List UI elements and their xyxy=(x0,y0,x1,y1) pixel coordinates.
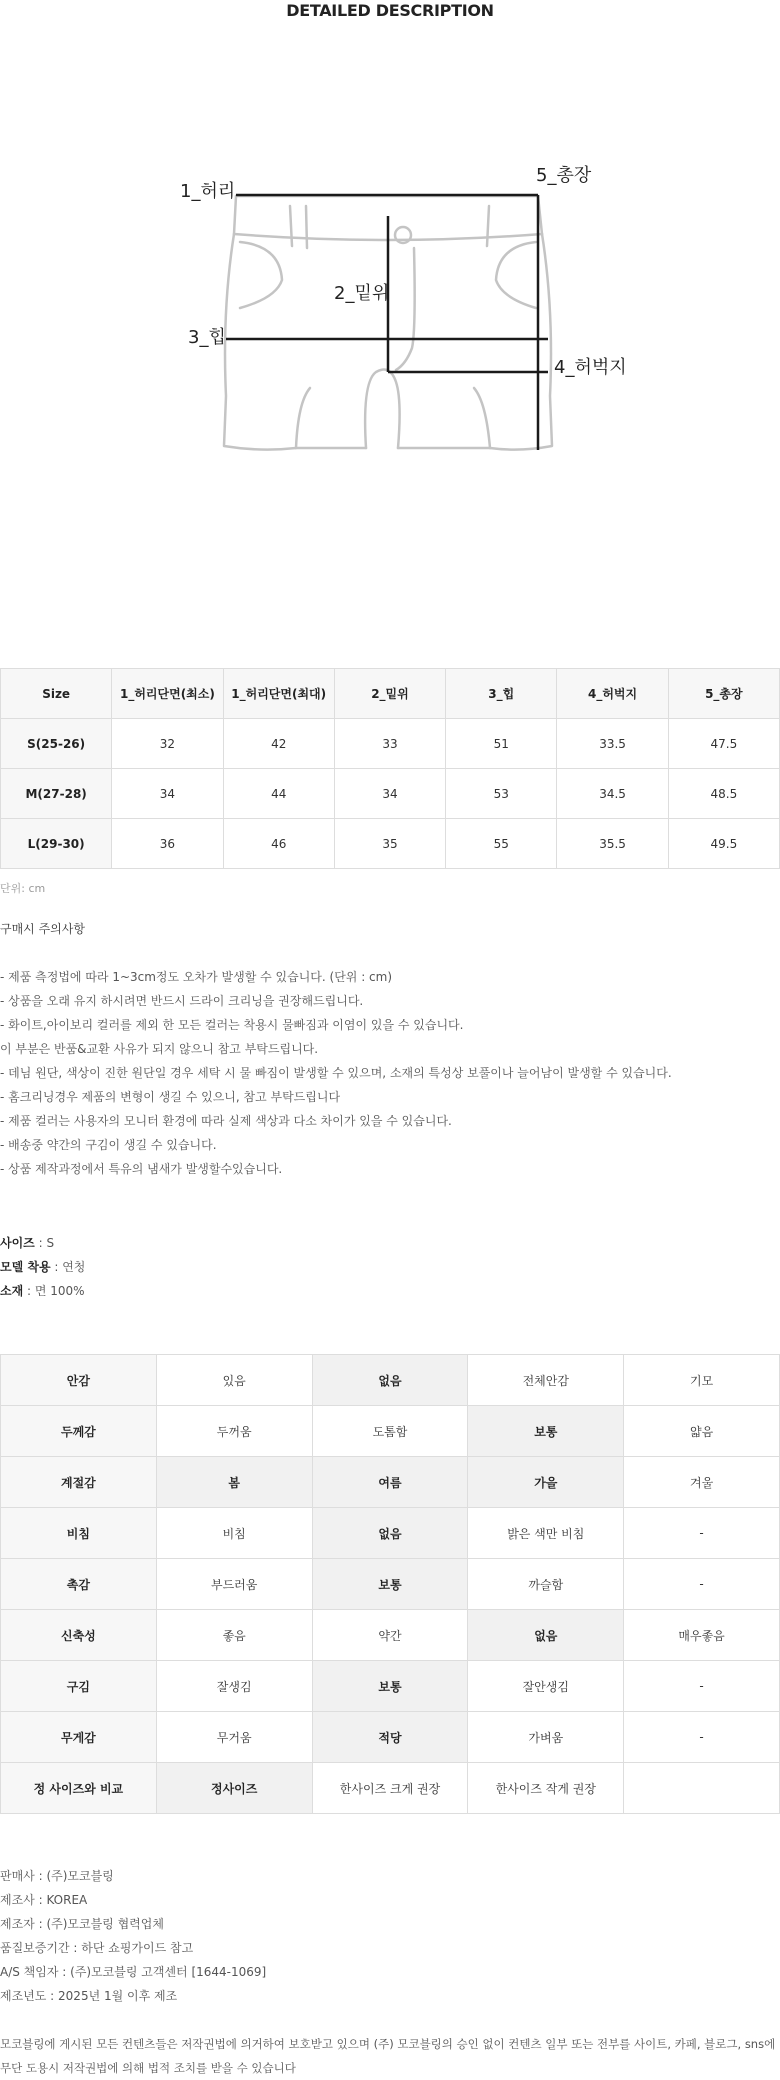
size-table-cell: 46 xyxy=(223,819,334,869)
caution-line: 이 부분은 반품&교환 사유가 되지 않으니 참고 부탁드립니다. xyxy=(0,1042,319,1056)
fabric-feel-row xyxy=(1,1559,780,1610)
fabric-feel-option: 겨울 xyxy=(624,1457,780,1508)
model-info-label: 모델 착용 xyxy=(0,1260,51,1274)
size-table-cell: 32 xyxy=(112,719,223,769)
fabric-feel-attribute: 정 사이즈와 비교 xyxy=(1,1763,157,1814)
fabric-feel-row xyxy=(1,1763,780,1814)
shorts-outline-illustration xyxy=(0,150,780,470)
fabric-feel-option: 봄 xyxy=(156,1457,312,1508)
fabric-feel-table xyxy=(0,1354,780,1814)
caution-line: - 데님 원단, 색상이 진한 원단일 경우 세탁 시 물 빠짐이 발생할 수 있으며, 소재의 특성상 보풀이나 늘어남이 발생할 수 있습니다. xyxy=(0,1066,672,1080)
size-table-cell: 33.5 xyxy=(557,719,668,769)
size-table-cell: 55 xyxy=(446,819,557,869)
fabric-feel-option: 여름 xyxy=(312,1457,468,1508)
fabric-feel-attribute: 두께감 xyxy=(1,1406,157,1457)
hip-label: 3_힙 xyxy=(188,327,226,348)
fabric-feel-option xyxy=(624,1763,780,1814)
fabric-feel-option: - xyxy=(624,1559,780,1610)
fabric-feel-attribute: 신축성 xyxy=(1,1610,157,1661)
copyright-line: 모코블링에 게시된 모든 컨텐츠들은 저작권법에 의거하여 보호받고 있으며 (주) 모코블링의 승인 없이 컨텐츠 일부 또는 전부를 사이트, 카페, 블로그, sns에 xyxy=(0,2037,776,2051)
model-info-label: 소재 xyxy=(0,1284,24,1298)
model-info-value: : 연청 xyxy=(50,1260,86,1274)
size-table-row xyxy=(1,719,780,769)
fabric-feel-row xyxy=(1,1457,780,1508)
fabric-feel-row xyxy=(1,1355,780,1406)
fabric-feel-row xyxy=(1,1610,780,1661)
fabric-feel-option: 잘안생김 xyxy=(468,1661,624,1712)
size-table-cell: S(25-26) xyxy=(1,719,112,769)
fabric-feel-option: 없음 xyxy=(312,1355,468,1406)
model-info-material xyxy=(0,1283,85,1299)
fabric-feel-option: 무거움 xyxy=(156,1712,312,1763)
size-table-cell: 35 xyxy=(334,819,445,869)
seller-info-line: A/S 책임자 : (주)모코블링 고객센터 [1644-1069] xyxy=(0,1965,267,1979)
size-table-header: 2_밑위 xyxy=(334,669,445,719)
rise-label: 2_밑위 xyxy=(334,283,390,304)
size-table-row xyxy=(1,769,780,819)
copyright-line: 무단 도용시 저작권법에 의해 법적 조치를 받을 수 있습니다 xyxy=(0,2061,296,2075)
fabric-feel-option: 정사이즈 xyxy=(156,1763,312,1814)
fabric-feel-row xyxy=(1,1712,780,1763)
size-table-cell: 48.5 xyxy=(668,769,779,819)
model-info-value: : 면 100% xyxy=(23,1284,85,1298)
fabric-feel-attribute: 구김 xyxy=(1,1661,157,1712)
size-table-cell: M(27-28) xyxy=(1,769,112,819)
shorts-size-diagram xyxy=(0,150,780,470)
fabric-feel-row xyxy=(1,1661,780,1712)
fabric-feel-option: 두꺼움 xyxy=(156,1406,312,1457)
fabric-feel-option: 밝은 색만 비침 xyxy=(468,1508,624,1559)
caution-title: 구매시 주의사항 xyxy=(0,922,85,936)
size-table-cell: 44 xyxy=(223,769,334,819)
size-table-cell: 51 xyxy=(446,719,557,769)
fabric-feel-option: 부드러움 xyxy=(156,1559,312,1610)
fabric-feel-option: 매우좋음 xyxy=(624,1610,780,1661)
fabric-feel-option: - xyxy=(624,1661,780,1712)
size-table-header: 5_총장 xyxy=(668,669,779,719)
fabric-feel-option: 까슬함 xyxy=(468,1559,624,1610)
size-table-cell: 53 xyxy=(446,769,557,819)
waist-label: 1_허리 xyxy=(180,181,236,202)
fabric-feel-option: 비침 xyxy=(156,1508,312,1559)
size-table-header: 1_허리단면(최소) xyxy=(112,669,223,719)
fabric-feel-option: 없음 xyxy=(312,1508,468,1559)
size-table-header: 4_허벅지 xyxy=(557,669,668,719)
fabric-feel-option: 좋음 xyxy=(156,1610,312,1661)
size-table-cell: 36 xyxy=(112,819,223,869)
fabric-feel-option: 가벼움 xyxy=(468,1712,624,1763)
size-table-cell: 34 xyxy=(112,769,223,819)
length-label: 5_총장 xyxy=(536,165,592,186)
size-table-row xyxy=(1,819,780,869)
size-table-cell: L(29-30) xyxy=(1,819,112,869)
model-info-label: 사이즈 xyxy=(0,1236,35,1250)
caution-line: - 화이트,아이보리 컬러를 제외 한 모든 컬러는 착용시 물빠짐과 이염이 있을 수 있습니다. xyxy=(0,1018,464,1032)
seller-info-line: 제조년도 : 2025년 1월 이후 제조 xyxy=(0,1989,178,2003)
fabric-feel-option: 가을 xyxy=(468,1457,624,1508)
page-heading: DETAILED DESCRIPTION xyxy=(286,1,494,20)
size-table-cell: 42 xyxy=(223,719,334,769)
fabric-feel-option: - xyxy=(624,1508,780,1559)
fabric-feel-option: 보통 xyxy=(312,1661,468,1712)
fabric-feel-attribute: 계절감 xyxy=(1,1457,157,1508)
fabric-feel-option: 보통 xyxy=(468,1406,624,1457)
caution-line: - 제품 측정법에 따라 1~3cm정도 오차가 발생할 수 있습니다. (단위 : cm) xyxy=(0,970,393,984)
size-table-cell: 35.5 xyxy=(557,819,668,869)
fabric-feel-option: 한사이즈 작게 권장 xyxy=(468,1763,624,1814)
caution-line: - 상품을 오래 유지 하시려면 반드시 드라이 크리닝을 권장해드립니다. xyxy=(0,994,364,1008)
fabric-feel-option: 보통 xyxy=(312,1559,468,1610)
fabric-feel-option: 도톰함 xyxy=(312,1406,468,1457)
size-table-header: 3_힙 xyxy=(446,669,557,719)
thigh-label: 4_허벅지 xyxy=(554,357,627,378)
fabric-feel-option: 있음 xyxy=(156,1355,312,1406)
fabric-feel-option: 기모 xyxy=(624,1355,780,1406)
size-table xyxy=(0,668,780,869)
fabric-feel-option: 잘생김 xyxy=(156,1661,312,1712)
fabric-feel-attribute: 촉감 xyxy=(1,1559,157,1610)
caution-line: - 상품 제작과정에서 특유의 냄새가 발생할수있습니다. xyxy=(0,1162,283,1176)
unit-note: 단위: cm xyxy=(0,882,46,895)
seller-info-line: 제조사 : KOREA xyxy=(0,1893,88,1907)
size-table-cell: 34.5 xyxy=(557,769,668,819)
size-table-header: 1_허리단면(최대) xyxy=(223,669,334,719)
fabric-feel-attribute: 안감 xyxy=(1,1355,157,1406)
model-info-color xyxy=(0,1259,85,1275)
fabric-feel-option: 없음 xyxy=(468,1610,624,1661)
fabric-feel-row xyxy=(1,1406,780,1457)
caution-line: - 제품 컬러는 사용자의 모니터 환경에 따라 실제 색상과 다소 차이가 있을 수 있습니다. xyxy=(0,1114,452,1128)
size-table-cell: 33 xyxy=(334,719,445,769)
size-table-header-row xyxy=(1,669,780,719)
size-table-cell: 34 xyxy=(334,769,445,819)
fabric-feel-option: 적당 xyxy=(312,1712,468,1763)
fabric-feel-attribute: 비침 xyxy=(1,1508,157,1559)
fabric-feel-row xyxy=(1,1508,780,1559)
fabric-feel-option: 얇음 xyxy=(624,1406,780,1457)
caution-line: - 배송중 약간의 구김이 생길 수 있습니다. xyxy=(0,1138,217,1152)
fabric-feel-option: - xyxy=(624,1712,780,1763)
fabric-feel-option: 약간 xyxy=(312,1610,468,1661)
caution-line: - 홈크리닝경우 제품의 변형이 생길 수 있으니, 참고 부탁드립니다 xyxy=(0,1090,341,1104)
fabric-feel-option: 한사이즈 크게 권장 xyxy=(312,1763,468,1814)
seller-info-line: 품질보증기간 : 하단 쇼핑가이드 참고 xyxy=(0,1941,194,1955)
size-table-cell: 49.5 xyxy=(668,819,779,869)
model-info-value: : S xyxy=(34,1236,55,1250)
model-info-size xyxy=(0,1235,54,1251)
seller-info-line: 판매사 : (주)모코블링 xyxy=(0,1869,114,1883)
fabric-feel-attribute: 무게감 xyxy=(1,1712,157,1763)
seller-info-line: 제조자 : (주)모코블링 협력업체 xyxy=(0,1917,164,1931)
size-table-cell: 47.5 xyxy=(668,719,779,769)
fabric-feel-option: 전체안감 xyxy=(468,1355,624,1406)
size-table-header: Size xyxy=(1,669,112,719)
